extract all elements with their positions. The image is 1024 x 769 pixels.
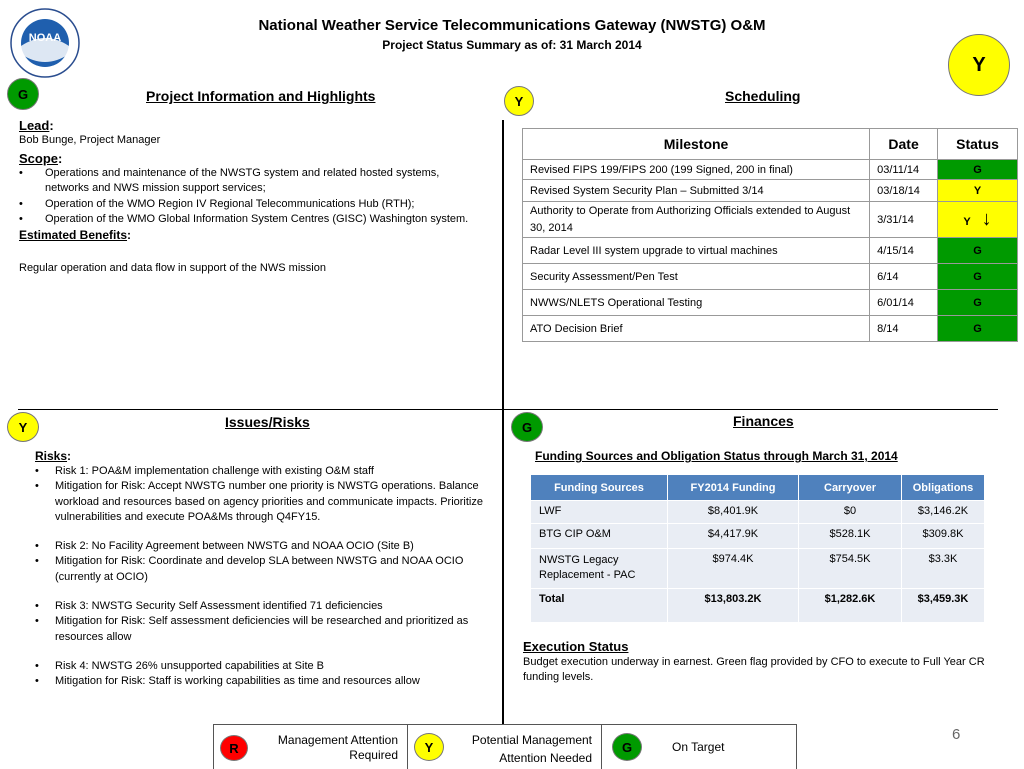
legend-red-label: Management Attention Required: [277, 733, 398, 762]
legend-green-label: On Target: [672, 740, 725, 754]
benefits-label: Estimated Benefits: [19, 228, 128, 243]
funding-cell: $8,401.9K: [668, 501, 799, 524]
risk-group: [35, 464, 490, 525]
table-header-row: [531, 475, 985, 501]
risks-body: Risks: • Risk 1: POA&M implementation challenge with existing O&M staff • Mitigation for Risk: Accept NWSTG number one priority is NWSTG operations. Balance workload and resources based on agency priorities and communicate impacts. Prioritize vulnerabilities and execute POA&Ms through Q4FY15. • Risk 2: No Facility Agreement between NWSTG and NOAA OCIO (Site B) • Mitigation for Risk: Coordinate and develop SLA between NWSTG and NOAA OCIO (currently at OCIO) • Risk 3: NWSTG Security Self Assessment identified 71 deficiencies • Mitigation for Risk: Self assessment deficiencies will be researched and prioritized as resources allow • Risk 4: NWSTG 26% unsupported capabilities at Site B • Mitigation for Risk: Staff is working capabilities as time and resources allow: [35, 449, 490, 690]
milestone-cell: Radar Level III system upgrade to virtual machines: [523, 238, 870, 264]
status-cell: Y: [938, 180, 1018, 202]
table-row: [523, 290, 1018, 316]
status-cell: G: [938, 238, 1018, 264]
source-cell: LWF: [531, 501, 668, 524]
execution-status-text: Budget execution underway in earnest. Green flag provided by CFO to execute to Full Year CR funding levels.: [523, 656, 985, 683]
milestone-cell: NWWS/NLETS Operational Testing: [523, 290, 870, 316]
page-number: 6: [952, 726, 961, 743]
funding-cell: $13,803.2K: [668, 589, 799, 623]
status-cell: G: [938, 264, 1018, 290]
status-cell: G: [938, 316, 1018, 342]
scheduling-heading: Scheduling: [725, 88, 801, 104]
list-item: • Operation of the WMO Global Information System Centres (GISC) Washington system.: [19, 212, 484, 227]
risk-group: [35, 539, 490, 585]
legend-green-badge: G: [612, 733, 642, 761]
date-cell: 8/14: [870, 316, 938, 342]
obligations-cell: $3,146.2K: [902, 501, 985, 524]
column-header-milestone: Milestone: [523, 129, 870, 160]
column-header-status: Status: [938, 129, 1018, 160]
status-value: Y: [963, 216, 971, 228]
column-header-fy2014-funding: FY2014 Funding: [668, 475, 799, 501]
source-cell: BTG CIP O&M: [531, 524, 668, 549]
lead-label: Lead: [19, 118, 50, 133]
table-row: [523, 202, 1018, 238]
table-row: [523, 264, 1018, 290]
page-title: National Weather Service Telecommunications Gateway (NWSTG) O&M: [258, 17, 766, 34]
vertical-divider: [502, 120, 504, 768]
table-header-row: [523, 129, 1018, 160]
scope-label: Scope: [19, 151, 59, 166]
risk-item: • Risk 3: NWSTG Security Self Assessment identified 71 deficiencies: [35, 599, 490, 614]
risk-item: • Risk 2: No Facility Agreement between NWSTG and NOAA OCIO (Site B): [35, 539, 490, 554]
legend-yellow-label: Potential Management Attention Needed: [471, 733, 592, 765]
status-legend: [213, 724, 797, 769]
obligations-cell: $3.3K: [902, 549, 985, 589]
milestone-cell: Revised FIPS 199/FIPS 200 (199 Signed, 200 in final): [523, 160, 870, 180]
date-cell: 03/11/14: [870, 160, 938, 180]
table-row: [523, 160, 1018, 180]
status-cell: G: [938, 160, 1018, 180]
legend-red-badge: R: [220, 735, 248, 761]
source-cell: Total: [531, 589, 668, 623]
date-cell: 3/31/14: [870, 202, 938, 238]
benefits-text: Regular operation and data flow in support of the NWS mission: [19, 262, 326, 275]
finances-heading: Finances: [733, 413, 794, 429]
overall-status-badge: Y: [948, 34, 1010, 96]
table-row: [531, 549, 985, 589]
milestone-cell: Revised System Security Plan – Submitted 3/14: [523, 180, 870, 202]
execution-status-label: Execution Status: [523, 639, 629, 654]
source-cell: NWSTG Legacy Replacement - PAC: [531, 549, 668, 589]
table-row: [531, 501, 985, 524]
risk-group: [35, 659, 490, 690]
milestone-cell: ATO Decision Brief: [523, 316, 870, 342]
list-item: • Operation of the WMO Region IV Regional Telecommunications Hub (RTH);: [19, 197, 484, 212]
date-cell: 6/14: [870, 264, 938, 290]
page-subtitle: Project Status Summary as of: 31 March 2014: [382, 38, 642, 52]
issues-heading: Issues/Risks: [225, 414, 310, 430]
table-row: [523, 180, 1018, 202]
carryover-cell: $528.1K: [799, 524, 902, 549]
funding-table: [530, 474, 985, 623]
mitigation-item: • Mitigation for Risk: Coordinate and develop SLA between NWSTG and NOAA OCIO (currently at OCIO): [35, 554, 490, 585]
mitigation-item: • Mitigation for Risk: Accept NWSTG number one priority is NWSTG operations. Balance workload and resources based on agency priorities and communicate impacts. Prioritize vulnerabilities and execute POA&Ms through Q4FY15.: [35, 479, 490, 525]
carryover-cell: $754.5K: [799, 549, 902, 589]
project-info-body: Lead: Bob Bunge, Project Manager Scope: • Operations and maintenance of the NWSTG system and related hosted systems, networks and NWS mission support services; • Operation of the WMO Region IV Regional Telecommunications Hub (RTH); • Operation of the WMO Global Information System Centres (GISC) Washington system. Estimated Benefits: Regular operation and data flow in support of the NWS mission: [19, 118, 484, 276]
column-header-funding-sources: Funding Sources: [531, 475, 668, 501]
milestone-cell: Security Assessment/Pen Test: [523, 264, 870, 290]
status-cell: G: [938, 290, 1018, 316]
column-header-obligations: Obligations: [902, 475, 985, 501]
column-header-carryover: Carryover: [799, 475, 902, 501]
carryover-cell: $0: [799, 501, 902, 524]
risk-item: • Risk 4: NWSTG 26% unsupported capabilities at Site B: [35, 659, 490, 674]
obligations-cell: $3,459.3K: [902, 589, 985, 623]
project-info-heading: Project Information and Highlights: [146, 88, 376, 104]
lead-value: Bob Bunge, Project Manager: [19, 134, 161, 146]
list-item: • Operations and maintenance of the NWSTG system and related hosted systems, networks and NWS mission support services;: [19, 166, 484, 197]
funding-cell: $974.4K: [668, 549, 799, 589]
scheduling-status-badge: Y: [504, 86, 534, 116]
project-info-status-badge: G: [7, 78, 39, 110]
scope-list: [19, 166, 484, 227]
status-cell: [938, 202, 1018, 238]
milestone-table: [522, 128, 1018, 342]
carryover-cell: $1,282.6K: [799, 589, 902, 623]
table-row: [523, 238, 1018, 264]
risk-group: [35, 599, 490, 645]
date-cell: 4/15/14: [870, 238, 938, 264]
table-row: [531, 524, 985, 549]
finances-status-badge: G: [511, 412, 543, 442]
risks-label: Risks: [35, 449, 68, 463]
mitigation-item: • Mitigation for Risk: Self assessment deficiencies will be researched and prioritized as resources allow: [35, 614, 490, 645]
table-row: [523, 316, 1018, 342]
finances-subheading: Funding Sources and Obligation Status through March 31, 2014: [535, 449, 898, 463]
column-header-date: Date: [870, 129, 938, 160]
issues-status-badge: Y: [7, 412, 39, 442]
legend-yellow-badge: Y: [414, 733, 444, 761]
obligations-cell: $309.8K: [902, 524, 985, 549]
horizontal-divider: [18, 409, 998, 410]
milestone-cell: Authority to Operate from Authorizing Officials extended to August 30, 2014: [523, 202, 870, 238]
funding-cell: $4,417.9K: [668, 524, 799, 549]
arrow-down-icon: ↓: [981, 208, 992, 230]
mitigation-item: • Mitigation for Risk: Staff is working capabilities as time and resources allow: [35, 674, 490, 689]
risk-item: • Risk 1: POA&M implementation challenge with existing O&M staff: [35, 464, 490, 479]
svg-text:NOAA: NOAA: [28, 32, 62, 44]
date-cell: 03/18/14: [870, 180, 938, 202]
date-cell: 6/01/14: [870, 290, 938, 316]
table-row: [531, 589, 985, 623]
